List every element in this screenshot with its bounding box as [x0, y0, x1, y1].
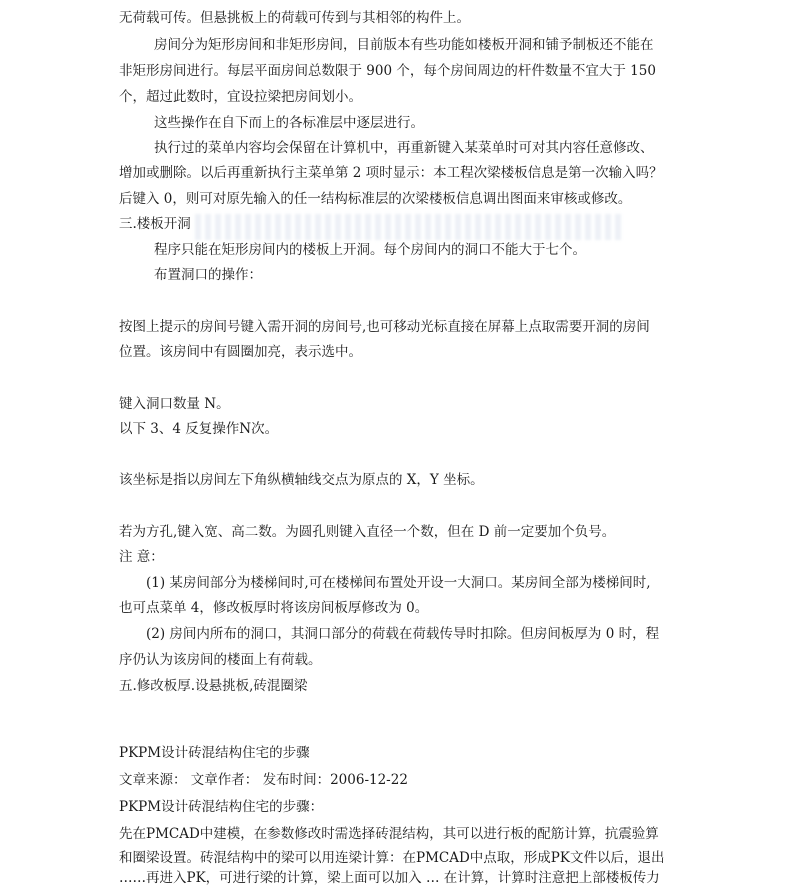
- paragraph-line: 执行过的菜单内容均会保留在计算机中，再重新键入某菜单时可对其内容任意修改、: [154, 140, 654, 156]
- section-heading: 五.修改板厚.设悬挑板,砖混圈梁: [119, 678, 308, 694]
- paragraph-line: (2) 房间内所布的洞口，其洞口部分的荷载在荷载传导时扣除。但房间板厚为 0 时，程: [146, 626, 660, 642]
- article-title: PKPM设计砖混结构住宅的步骤: [119, 745, 310, 761]
- paragraph-line: 程序只能在矩形房间内的楼板上开洞。每个房间内的洞口不能大于七个。: [154, 242, 586, 258]
- paragraph-line: 若为方孔,键入宽、高二数。为圆孔则键入直径一个数，但在 D 前一定要加个负号。: [119, 524, 616, 540]
- article-subtitle: PKPM设计砖混结构住宅的步骤：: [119, 799, 324, 815]
- paragraph-line: 先在PMCAD中建模，在参数修改时需选择砖混结构，其可以进行板的配筋计算，抗震验算: [119, 826, 659, 842]
- paragraph-line: 键入洞口数量 N。: [119, 396, 230, 412]
- paragraph-line-cut: ……再进入PK，可进行梁的计算，梁上面可以加入 … 在计算，计算时注意把上部楼板传力: [119, 870, 660, 886]
- section-heading: 三.楼板开洞: [119, 216, 191, 232]
- article-meta: 文章来源： 文章作者： 发布时间：2006-12-22: [119, 772, 408, 788]
- paragraph-line: 也可点菜单 4，修改板厚时将该房间板厚修改为 0。: [119, 600, 429, 616]
- paragraph-line: (1) 某房间部分为楼梯间时,可在楼梯间布置处开设一大洞口。某房间全部为楼梯间时,: [146, 575, 651, 591]
- paragraph-line: 以下 3、4 反复操作N次。: [119, 421, 279, 437]
- paragraph-line: 和圈梁设置。砖混结构中的梁可以用连梁计算：在PMCAD中点取，形成PK文件以后，退出: [119, 850, 665, 866]
- note-heading: 注 意：: [119, 549, 164, 565]
- paragraph-line: 增加或删除。以后再重新执行主菜单第 2 项时显示：本工程次梁楼板信息是第一次输入吗？: [119, 165, 663, 181]
- paragraph-line: 个，超过此数时，宜设拉梁把房间划小。: [119, 89, 362, 105]
- paragraph-line: 房间分为矩形房间和非矩形房间，目前版本有些功能如楼板开洞和铺予制板还不能在: [154, 37, 654, 53]
- paragraph-line: 序仍认为该房间的楼面上有荷载。: [119, 652, 322, 668]
- paragraph-line: 非矩形房间进行。每层平面房间总数限于 900 个，每个房间周边的杆件数量不宜大于 150: [119, 63, 656, 79]
- paragraph-line: 后键入 0，则可对原先输入的任一结构标准层的次梁楼板信息调出图面来审核或修改。: [119, 191, 632, 207]
- paragraph-line: 无荷载可传。但悬挑板上的荷载可传到与其相邻的构件上。: [119, 10, 470, 26]
- paragraph-line: 布置洞口的操作：: [154, 267, 262, 283]
- paragraph-line: 位置。该房间中有圆圈加亮，表示选中。: [119, 344, 362, 360]
- paragraph-line: 按图上提示的房间号键入需开洞的房间号,也可移动光标直接在屏幕上点取需要开洞的房间: [119, 319, 650, 335]
- paragraph-line: 这些操作在自下而上的各标准层中逐层进行。: [154, 115, 424, 131]
- paragraph-line: 该坐标是指以房间左下角纵横轴线交点为原点的 X，Y 坐标。: [119, 472, 484, 488]
